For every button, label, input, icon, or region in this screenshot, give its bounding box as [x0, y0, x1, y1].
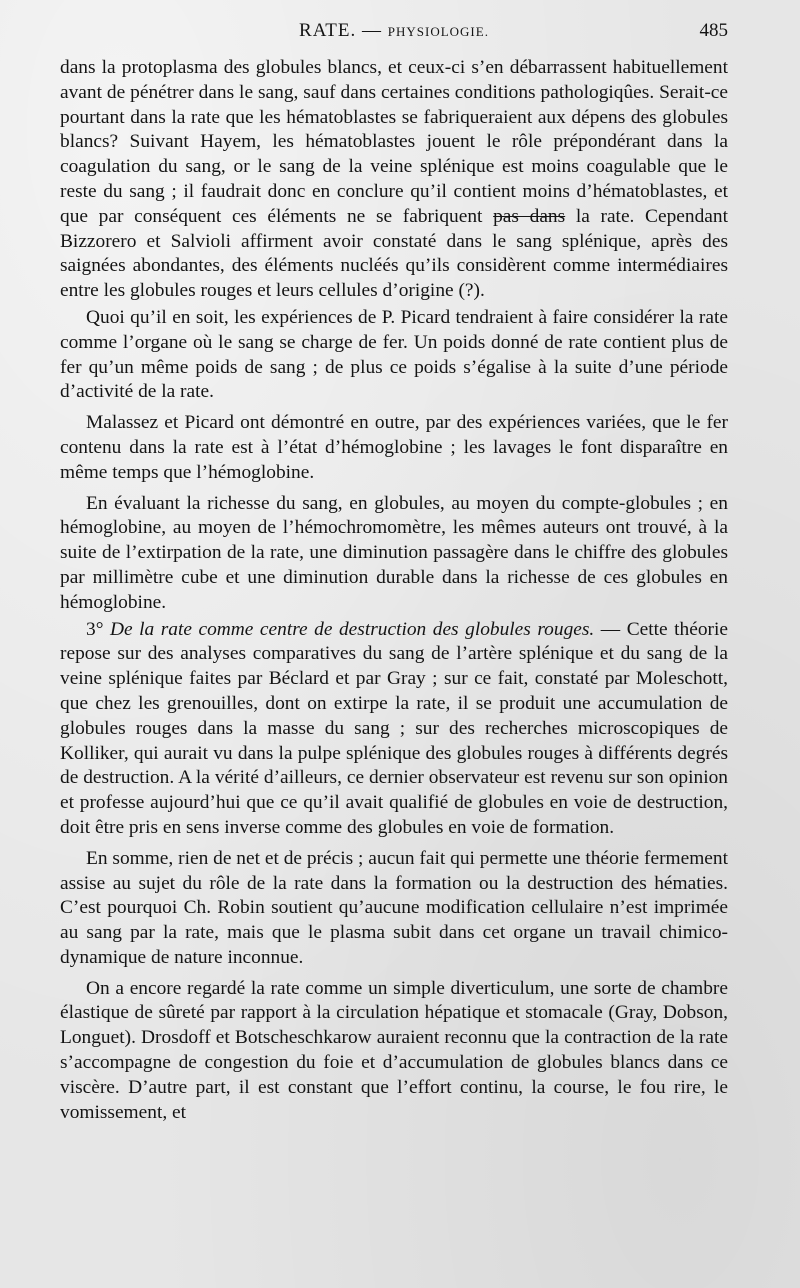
paragraph-2: Quoi qu’il en soit, les expériences de P. Picard tendraient à faire considérer la rate comme l’organe où le sang se charge de fer. Un poids donné de rate contient plus de fer qu’un même poids de sang ; de plus ce poids s’égalise à la suite d’une période d’activité de la rate.: [60, 306, 728, 403]
section-heading: De la rate comme centre de destruction des globules rouges.: [109, 618, 595, 640]
page-number: 485: [699, 20, 728, 41]
body-text: [60, 56, 728, 1127]
paragraph-5: [60, 618, 728, 841]
running-title: [60, 20, 728, 42]
paragraph-6: En somme, rien de net et de précis ; aucun fait qui permette une théorie fermement assise au sujet du rôle de la rate dans la formation ou la destruction des hématies. C’est pourquoi Ch. Robin soutient qu’aucune modification cellulaire n’est imprimée au sang par la rate, mais que le plasma subit dans cet organe un travail chimico-dynamique de nature inconnue.: [60, 847, 728, 968]
section-number: 3°: [86, 618, 104, 640]
running-title-separator: —: [356, 20, 388, 41]
paragraph-1-continuation: la rate. Cependant Bizzorero et Salvioli affirment avoir constaté dans le sang splénique, après des saignées abondantes, des éléments nucléés qu’ils considèrent comme intermédiaires entre les globules rouges et leurs cellules d’origine (?).: [60, 205, 728, 302]
paragraph-7: On a encore regardé la rate comme un simple diverticulum, une sorte de chambre élastique de sûreté par rapport à la circulation hépatique et stomacale (Gray, Dobson, Longuet). Drosdoff et Botscheschkarow auraient reconnu que la contraction de la rate s’accompagne de congestion du foie et d’accumulation de globules blancs dans ce viscère. D’autre part, il est constant que l’effort continu, la course, le fou rire, le vomissement, et: [60, 977, 728, 1123]
struck-text: pas dans: [493, 205, 566, 227]
running-title-sub: PHYSIOLOGIE.: [387, 24, 489, 39]
running-header: [60, 18, 728, 48]
running-title-main: RATE.: [299, 20, 357, 41]
paragraph-3: Malassez et Picard ont démontré en outre, par des expériences variées, que le fer contenu dans la rate est à l’état d’hémoglobine ; les lavages le font disparaître en même temps que l’hémoglobine.: [60, 412, 728, 483]
paragraph-1-text: dans la protoplasma des globules blancs, et ceux-ci s’en débarrassent habituellement avant de pénétrer dans le sang, sauf dans certaines conditions pathologiqûes. Serait-ce pourtant dans la rate que les hématoblastes se fabriqueraient aux dépens des globules blancs? Suivant Hayem, les hématoblastes jouent le rôle prépondérant dans la coagulation du sang, or le sang de la veine splénique est moins coagulable que le reste du sang ; il faudrait donc en conclure qu’il contient moins d’hématoblastes, et que par conséquent ces éléments ne se fabriquent: [60, 57, 728, 227]
paragraph-5-text: — Cette théorie repose sur des analyses comparatives du sang de l’artère splénique et du sang de la veine splénique faites par Béclard et par Gray ; sur ce fait, constaté par Moleschott, que chez les grenouilles, dont on extirpe la rate, il se produit une accumulation de globules rouges dans la masse du sang ; sur des recherches microscopiques de Kolliker, qui aurait vu dans la pulpe splénique des globules rouges à différents degrés de destruction. A la vérité d’ailleurs, ce dernier observateur est revenu sur son opinion et professe aujourd’hui que ce qu’il avait qualifié de globules en voie de destruction, doit être pris en sens inverse comme des globules en voie de formation.: [60, 618, 728, 838]
paragraph-4: En évaluant la richesse du sang, en globules, au moyen du compte-globules ; en hémoglobine, au moyen de l’hémochromomètre, les mêmes auteurs ont trouvé, à la suite de l’extirpation de la rate, une diminution passagère dans le chiffre des globules par millimètre cube et une diminution durable dans la richesse de ces globules en hémoglobine.: [60, 492, 728, 613]
paragraph-1: [60, 56, 728, 304]
